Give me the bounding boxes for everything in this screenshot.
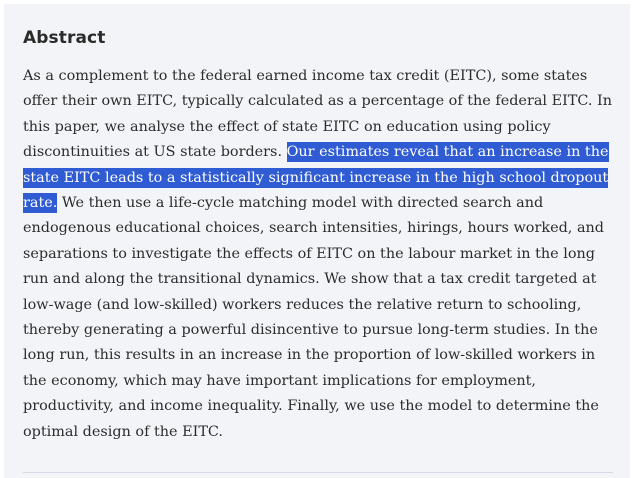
abstract-text-after[interactable]: We then use a life-cycle matching model with directed search and endogenous educational choices, search intensities, hirings, hours worked, and separations to investigate the effects of EITC on the labour market in the long run and along the transitional dynamics. We show that a tax credit targeted at low-wage (and low-skilled) workers reduces the relative return to schooling, thereby generating a powerful disincentive to pursue long-term studies. In the long run, this results in an increase in the proportion of low-skilled workers in the economy, which may have important implications for employment, productivity, and income inequality. Finally, we use the model to determine the optimal design of the EITC. [23, 195, 605, 440]
selected-text-highlight[interactable]: Our estimates reveal that an increase in the state EITC leads to a statistically significant increase in the high school dropout rate. [23, 144, 609, 212]
abstract-heading: Abstract [23, 28, 106, 48]
abstract-panel [4, 4, 630, 478]
section-divider [23, 472, 613, 473]
abstract-body[interactable] [23, 64, 613, 445]
abstract-text-before[interactable]: As a complement to the federal earned income tax credit (EITC), some states offer their own EITC, typically calculated as a percentage of the federal EITC. In this paper, we analyse the effect of state EITC on education using policy discontinuities at US state borders. [23, 68, 612, 161]
